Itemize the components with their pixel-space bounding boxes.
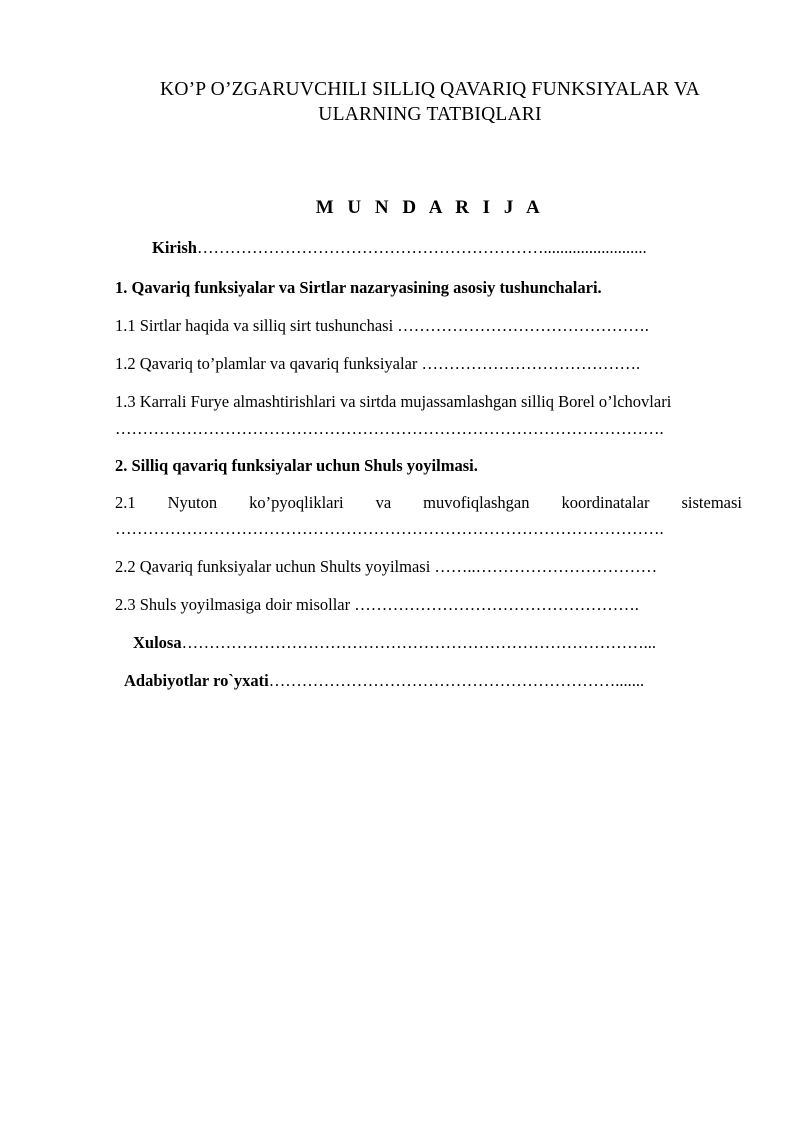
- toc-section-2-1-dots: ……………………………………………………………………………………….: [115, 519, 664, 538]
- toc-s2-1-word: 2.1: [115, 493, 136, 512]
- title-line-1: KO’P O’ZGARUVCHILI SILLIQ QAVARIQ FUNKSIYALAR VA: [160, 79, 700, 100]
- toc-section-2-1: [115, 492, 742, 514]
- toc-entry-xulosa: [133, 632, 656, 654]
- toc-adab-label: Adabiyotlar ro`yxati: [124, 671, 269, 690]
- toc-section-1-3: 1.3 Karrali Furye almashtirishlari va sirtda mujassamlashgan silliq Borel o’lchovlari: [115, 392, 672, 411]
- toc-entry-adabiyotlar: [124, 670, 644, 692]
- title-line-2: ULARNING TATBIQLARI: [318, 104, 542, 125]
- toc-s2-1-word: va: [375, 493, 392, 512]
- toc-section-1-1: 1.1 Sirtlar haqida va silliq sirt tushunchasi ……………………………………….: [115, 316, 649, 335]
- toc-kirish-dots: ……………………………………………………….........................: [196, 238, 647, 257]
- toc-chapter-2: 2. Silliq qavariq funksiyalar uchun Shuls yoyilmasi.: [115, 456, 478, 475]
- toc-chapter-1: 1. Qavariq funksiyalar va Sirtlar nazaryasining asosiy tushunchalari.: [115, 278, 602, 297]
- toc-s2-1-word: ko’pyoqliklari: [249, 493, 344, 512]
- toc-section-2-2: 2.2 Qavariq funksiyalar uchun Shults yoyilmasi ……..……………………………: [115, 557, 658, 576]
- toc-s2-1-word: Nyuton: [167, 493, 218, 512]
- toc-xulosa-dots: …………………………………………………………………………...: [181, 633, 656, 652]
- toc-s2-1-word: sistemasi: [681, 493, 742, 512]
- toc-adab-dots: ……………………………………………………….......: [268, 671, 645, 690]
- toc-heading: M U N D A R I J A: [315, 197, 545, 218]
- toc-entry-kirish: [152, 237, 647, 259]
- toc-section-1-3-dots: ……………………………………………………………………………………….: [115, 419, 664, 438]
- toc-s2-1-word: koordinatalar: [561, 493, 650, 512]
- toc-section-1-2: 1.2 Qavariq to’plamlar va qavariq funksiyalar ………………………………….: [115, 354, 641, 373]
- toc-kirish-label: Kirish: [152, 238, 197, 257]
- document-title: [100, 77, 760, 127]
- toc-section-2-3: 2.3 Shuls yoyilmasiga doir misollar …………………………………………….: [115, 595, 639, 614]
- toc-xulosa-label: Xulosa: [133, 633, 182, 652]
- toc-s2-1-word: muvofiqlashgan: [423, 493, 530, 512]
